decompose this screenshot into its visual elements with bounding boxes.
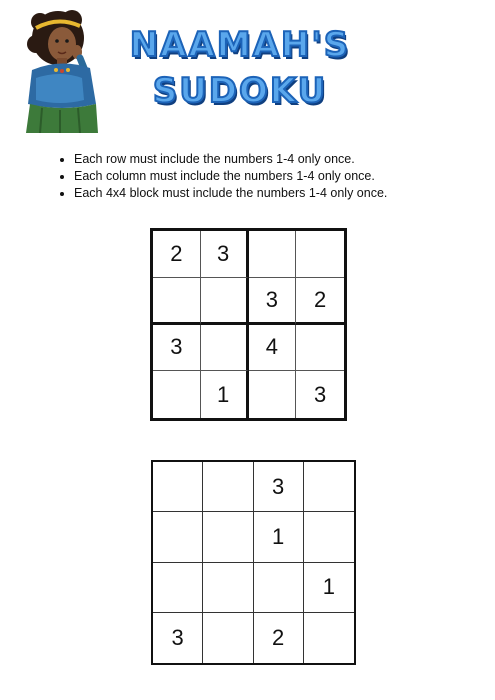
grid-cell[interactable]: 1: [304, 563, 354, 613]
rule-item: • Each column must include the numbers 1-4 only once.: [74, 168, 387, 185]
grid-cell[interactable]: [203, 462, 253, 512]
grid-cell[interactable]: [304, 462, 354, 512]
grid-cell[interactable]: 3: [254, 462, 304, 512]
rules-list: [56, 151, 387, 202]
grid-cell[interactable]: [153, 563, 203, 613]
grid-cell[interactable]: [296, 325, 344, 372]
sudoku-grid-1: [150, 228, 347, 421]
grid-cell[interactable]: [153, 371, 201, 418]
grid-cell[interactable]: 3: [249, 278, 297, 325]
grid-cell[interactable]: 4: [249, 325, 297, 372]
title-line-2: SUDOKU: [152, 71, 328, 111]
grid-cell[interactable]: [203, 613, 253, 663]
grid-cell[interactable]: [201, 325, 249, 372]
grid-cell[interactable]: [304, 512, 354, 562]
rule-item: • Each row must include the numbers 1-4 only once.: [74, 151, 387, 168]
title-line-1: NAAMAH'S: [129, 25, 351, 65]
grid-cell[interactable]: [249, 371, 297, 418]
grid-cell[interactable]: 3: [314, 381, 327, 407]
grid-cell[interactable]: [203, 512, 253, 562]
grid-cell[interactable]: [249, 231, 297, 278]
grid-cell[interactable]: 3: [153, 325, 201, 372]
grid-cell[interactable]: [203, 563, 253, 613]
grid-cell[interactable]: [153, 278, 201, 325]
grid-cell[interactable]: 2: [296, 278, 344, 325]
grid-cell[interactable]: [254, 563, 304, 613]
grid-cell[interactable]: [153, 512, 203, 562]
page-title: [120, 22, 360, 114]
sudoku-grid-2: [151, 460, 356, 665]
grid-cell[interactable]: [296, 231, 344, 278]
grid-cell[interactable]: 1: [254, 512, 304, 562]
grid-cell[interactable]: 3: [153, 613, 203, 663]
grid-cell[interactable]: 1: [201, 371, 249, 418]
grid-cell[interactable]: 3: [201, 231, 249, 278]
grid-cell[interactable]: 2: [153, 231, 201, 278]
grid-cell[interactable]: [201, 278, 249, 325]
rule-item: • Each 4x4 block must include the numbers 1-4 only once.: [74, 185, 387, 202]
grid-cell[interactable]: 2: [254, 613, 304, 663]
grid-cell[interactable]: [153, 462, 203, 512]
girl-character-illustration: [22, 8, 100, 133]
grid-cell[interactable]: [304, 613, 354, 663]
